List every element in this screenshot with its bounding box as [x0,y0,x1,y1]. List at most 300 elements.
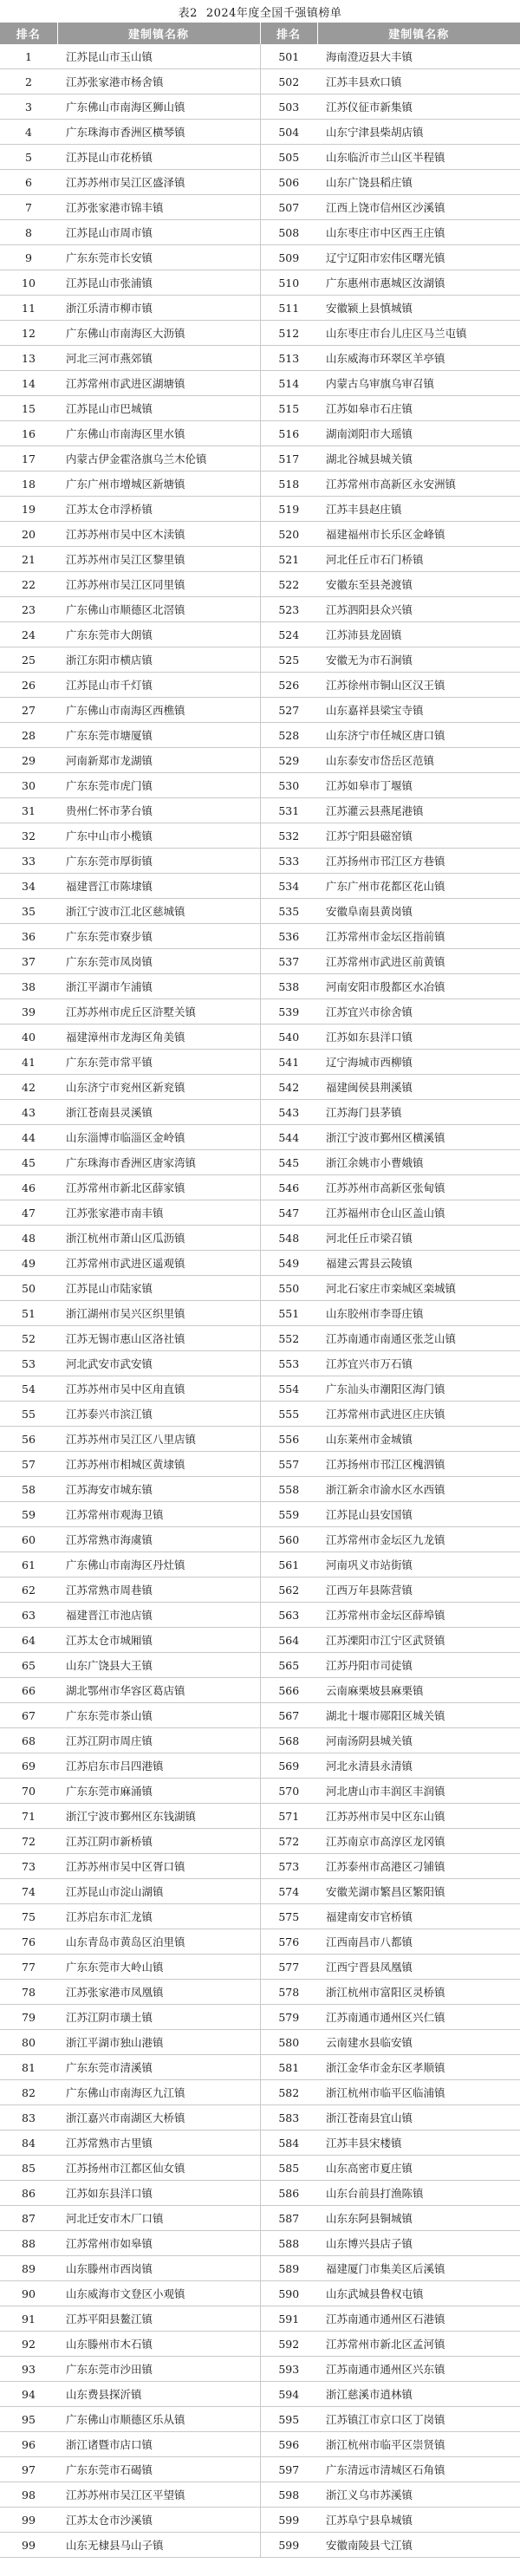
table-row [0,120,520,145]
left-town-name-cell: 广东东莞市清溪镇 [57,2055,260,2080]
left-town-name-cell: 内蒙古伊金霍洛旗乌兰木伦镇 [57,446,260,472]
left-town-name-cell: 江苏太仓市城厢镇 [57,1628,260,1653]
table-row [0,823,520,849]
table-row [0,949,520,974]
right-rank-cell: 543 [260,1100,317,1125]
right-town-name-cell: 云南建水县临安镇 [317,2030,520,2055]
left-rank-cell: 73 [0,1854,57,1879]
right-rank-cell: 554 [260,1376,317,1402]
right-town-name-cell: 江苏昆山县安国镇 [317,1502,520,1527]
left-town-name-cell: 江苏无锡市惠山区洛社镇 [57,1326,260,1351]
left-rank-cell: 19 [0,497,57,522]
table-row [0,773,520,798]
right-town-name-cell: 山东武城县鲁权屯镇 [317,2281,520,2306]
left-town-name-cell: 河南新郑市龙湖镇 [57,748,260,773]
right-town-name-cell: 江苏沛县龙固镇 [317,622,520,647]
right-town-name-cell: 山东高密市夏庄镇 [317,2156,520,2181]
right-town-name-cell: 江苏宜兴市徐舍镇 [317,999,520,1025]
left-rank-cell: 7 [0,195,57,220]
right-town-name-cell: 江苏扬州市邗江区方巷镇 [317,849,520,874]
right-rank-cell: 565 [260,1653,317,1678]
right-town-name-cell: 浙江杭州市临平区崇贤镇 [317,2432,520,2457]
right-town-name-cell: 江苏丰县欢口镇 [317,69,520,94]
right-rank-cell: 550 [260,1276,317,1301]
left-town-name-cell: 江苏江阴市璜土镇 [57,2005,260,2030]
left-town-name-cell: 广东东莞市塘厦镇 [57,723,260,748]
table-body [0,44,520,2558]
table-row [0,647,520,673]
right-rank-cell: 552 [260,1326,317,1351]
right-town-name-cell: 山东东阿县铜城镇 [317,2206,520,2231]
left-town-name-cell: 江苏昆山市陆家镇 [57,1276,260,1301]
right-town-name-cell: 浙江慈溪市逍林镇 [317,2382,520,2407]
right-rank-cell: 532 [260,823,317,849]
left-town-name-cell: 江苏泰兴市滨江镇 [57,1402,260,1427]
right-town-name-cell: 浙江杭州市富阳区灵桥镇 [317,1980,520,2005]
left-rank-cell: 83 [0,2105,57,2130]
right-town-name-cell: 浙江新余市渝水区水西镇 [317,1477,520,1502]
left-rank-cell: 45 [0,1150,57,1175]
table-caption [0,5,520,23]
left-rank-cell: 24 [0,622,57,647]
left-town-name-cell: 江苏苏州市吴江区黎里镇 [57,547,260,572]
left-rank-cell: 3 [0,94,57,120]
table-row [0,1351,520,1376]
left-rank-cell: 26 [0,673,57,698]
right-town-name-cell: 江苏如东县洋口镇 [317,1025,520,1050]
right-town-name-cell: 江苏常州市武进区前黄镇 [317,949,520,974]
right-rank-cell: 536 [260,924,317,949]
left-town-name-cell: 江苏常州市观海卫镇 [57,1502,260,1527]
right-town-name-cell: 江苏苏州市高新区张甸镇 [317,1175,520,1200]
left-town-name-cell: 山东广饶县大王镇 [57,1653,260,1678]
left-town-name-cell: 广东佛山市南海区丹灶镇 [57,1552,260,1577]
left-town-name-cell: 广东珠海市香洲区唐家湾镇 [57,1150,260,1175]
right-town-name-cell: 山东威海市环翠区羊亭镇 [317,346,520,371]
header-rank-left: 排名 [0,23,57,44]
right-rank-cell: 537 [260,949,317,974]
right-rank-cell: 507 [260,195,317,220]
right-rank-cell: 593 [260,2357,317,2382]
left-town-name-cell: 江苏苏州市吴江区同里镇 [57,572,260,597]
table-row [0,1904,520,1929]
table-row [0,2231,520,2256]
left-town-name-cell: 江苏张家港市锦丰镇 [57,195,260,220]
left-rank-cell: 51 [0,1301,57,1326]
table-row [0,924,520,949]
right-town-name-cell: 安徽无为市石涧镇 [317,647,520,673]
right-rank-cell: 555 [260,1402,317,1427]
header-row [0,23,520,44]
left-rank-cell: 34 [0,874,57,899]
left-town-name-cell: 江苏张家港市南丰镇 [57,1200,260,1226]
left-town-name-cell: 江苏张家港市凤凰镇 [57,1980,260,2005]
left-rank-cell: 75 [0,1904,57,1929]
table-row [0,1929,520,1955]
left-rank-cell: 87 [0,2206,57,2231]
left-town-name-cell: 江苏昆山市玉山镇 [57,44,260,69]
right-rank-cell: 557 [260,1452,317,1477]
left-town-name-cell: 江苏昆山市巴城镇 [57,396,260,421]
left-town-name-cell: 江苏启东市汇龙镇 [57,1904,260,1929]
left-town-name-cell: 浙江乐清市柳市镇 [57,296,260,321]
left-rank-cell: 76 [0,1929,57,1955]
left-rank-cell: 62 [0,1577,57,1603]
table-row [0,346,520,371]
right-rank-cell: 592 [260,2332,317,2357]
right-rank-cell: 597 [260,2457,317,2482]
left-rank-cell: 99 [0,2508,57,2533]
right-rank-cell: 501 [260,44,317,69]
right-town-name-cell: 湖北十堰市郧阳区城关镇 [317,1703,520,1728]
left-rank-cell: 67 [0,1703,57,1728]
left-town-name-cell: 河北武安市武安镇 [57,1351,260,1376]
left-rank-cell: 16 [0,421,57,446]
right-rank-cell: 585 [260,2156,317,2181]
right-rank-cell: 504 [260,120,317,145]
left-rank-cell: 56 [0,1427,57,1452]
left-rank-cell: 43 [0,1100,57,1125]
right-rank-cell: 567 [260,1703,317,1728]
left-rank-cell: 8 [0,220,57,245]
table-row [0,1200,520,1226]
right-town-name-cell: 江苏丰县宋楼镇 [317,2130,520,2156]
right-town-name-cell: 江苏苏州市吴中区东山镇 [317,1804,520,1829]
table-title: 2024年度全国千强镇榜单 [205,7,342,20]
table-row [0,1678,520,1703]
table-row [0,1276,520,1301]
table-row [0,673,520,698]
left-town-name-cell: 广东东莞市常平镇 [57,1050,260,1075]
left-town-name-cell: 浙江宁波市鄞州区东钱湖镇 [57,1804,260,1829]
left-rank-cell: 70 [0,1779,57,1804]
right-rank-cell: 545 [260,1150,317,1175]
left-town-name-cell: 广东东莞市凤岗镇 [57,949,260,974]
table-row [0,44,520,69]
header-name-right: 建制镇名称 [317,23,520,44]
table-row [0,2206,520,2231]
left-town-name-cell: 江苏海安市城东镇 [57,1477,260,1502]
right-rank-cell: 534 [260,874,317,899]
right-rank-cell: 509 [260,245,317,270]
left-town-name-cell: 江苏常州市新北区薛家镇 [57,1175,260,1200]
right-rank-cell: 511 [260,296,317,321]
right-town-name-cell: 江苏常州市金坛区指前镇 [317,924,520,949]
table-row [0,421,520,446]
left-rank-cell: 93 [0,2357,57,2382]
right-rank-cell: 579 [260,2005,317,2030]
left-town-name-cell: 江苏苏州市相城区黄埭镇 [57,1452,260,1477]
right-town-name-cell: 江苏南通市通州区兴东镇 [317,2357,520,2382]
right-town-name-cell: 山东台前县打渔陈镇 [317,2181,520,2206]
left-town-name-cell: 浙江平湖市乍浦镇 [57,974,260,999]
right-town-name-cell: 福建闽侯县荆溪镇 [317,1075,520,1100]
table-row [0,1502,520,1527]
right-town-name-cell: 山东临沂市兰山区半程镇 [317,145,520,170]
right-rank-cell: 575 [260,1904,317,1929]
left-town-name-cell: 江苏昆山市千灯镇 [57,673,260,698]
right-town-name-cell: 内蒙古乌审旗乌审召镇 [317,371,520,396]
table-row [0,2281,520,2306]
right-town-name-cell: 江苏宜兴市万石镇 [317,1351,520,1376]
table-row [0,195,520,220]
left-rank-cell: 32 [0,823,57,849]
left-rank-cell: 6 [0,170,57,195]
left-town-name-cell: 江苏平阳县鳌江镇 [57,2306,260,2332]
left-town-name-cell: 浙江湖州市吴兴区织里镇 [57,1301,260,1326]
left-town-name-cell: 山东滕州市西岗镇 [57,2256,260,2281]
table-row [0,296,520,321]
left-town-name-cell: 山东滕州市木石镇 [57,2332,260,2357]
table-row [0,472,520,497]
right-town-name-cell: 江西宁晋县凤凰镇 [317,1955,520,1980]
left-town-name-cell: 江苏苏州市吴江区八里店镇 [57,1427,260,1452]
right-rank-cell: 587 [260,2206,317,2231]
table-row [0,1326,520,1351]
table-row [0,270,520,296]
right-town-name-cell: 山东宁津县柴胡店镇 [317,120,520,145]
right-rank-cell: 586 [260,2181,317,2206]
table-row [0,2030,520,2055]
left-rank-cell: 59 [0,1502,57,1527]
left-rank-cell: 81 [0,2055,57,2080]
left-town-name-cell: 广东佛山市南海区里水镇 [57,421,260,446]
left-rank-cell: 1 [0,44,57,69]
left-rank-cell: 36 [0,924,57,949]
left-town-name-cell: 河北迁安市木厂口镇 [57,2206,260,2231]
table-row [0,1402,520,1427]
table-row [0,2508,520,2533]
right-rank-cell: 510 [260,270,317,296]
left-town-name-cell: 江苏苏州市吴江区平望镇 [57,2482,260,2508]
left-town-name-cell: 广东东莞市虎门镇 [57,773,260,798]
left-town-name-cell: 江苏苏州市吴江区盛泽镇 [57,170,260,195]
table-row [0,2105,520,2130]
right-rank-cell: 533 [260,849,317,874]
right-town-name-cell: 湖北谷城县城关镇 [317,446,520,472]
left-rank-cell: 71 [0,1804,57,1829]
right-town-name-cell: 江苏徐州市铜山区汉王镇 [317,673,520,698]
table-row [0,2156,520,2181]
right-rank-cell: 542 [260,1075,317,1100]
right-town-name-cell: 山东莱州市金城镇 [317,1427,520,1452]
right-rank-cell: 526 [260,673,317,698]
table-row [0,1251,520,1276]
right-town-name-cell: 江苏阜宁县阜城镇 [317,2508,520,2533]
table-row [0,1552,520,1577]
left-town-name-cell: 广东中山市小榄镇 [57,823,260,849]
right-rank-cell: 506 [260,170,317,195]
right-town-name-cell: 福建福州市长乐区金峰镇 [317,522,520,547]
right-rank-cell: 508 [260,220,317,245]
right-rank-cell: 573 [260,1854,317,1879]
right-rank-cell: 503 [260,94,317,120]
left-rank-cell: 44 [0,1125,57,1150]
right-town-name-cell: 江苏丹阳市司徒镇 [317,1653,520,1678]
right-town-name-cell: 江苏丰县赵庄镇 [317,497,520,522]
right-rank-cell: 541 [260,1050,317,1075]
left-town-name-cell: 江苏苏州市吴中区木渎镇 [57,522,260,547]
right-town-name-cell: 河北唐山市丰润区丰润镇 [317,1779,520,1804]
right-town-name-cell: 江苏泗阳县众兴镇 [317,597,520,622]
left-rank-cell: 84 [0,2130,57,2156]
left-rank-cell: 47 [0,1200,57,1226]
table-row [0,497,520,522]
right-rank-cell: 530 [260,773,317,798]
left-town-name-cell: 江苏启东市吕四港镇 [57,1753,260,1779]
left-town-name-cell: 广东东莞市麻涌镇 [57,1779,260,1804]
right-rank-cell: 572 [260,1829,317,1854]
left-rank-cell: 63 [0,1603,57,1628]
right-rank-cell: 588 [260,2231,317,2256]
right-rank-cell: 589 [260,2256,317,2281]
right-rank-cell: 568 [260,1728,317,1753]
right-rank-cell: 553 [260,1351,317,1376]
left-rank-cell: 89 [0,2256,57,2281]
left-town-name-cell: 广东东莞市石碣镇 [57,2457,260,2482]
left-town-name-cell: 浙江杭州市萧山区瓜沥镇 [57,1226,260,1251]
right-rank-cell: 538 [260,974,317,999]
right-rank-cell: 581 [260,2055,317,2080]
left-rank-cell: 98 [0,2482,57,2508]
right-rank-cell: 514 [260,371,317,396]
table-row [0,1226,520,1251]
left-rank-cell: 17 [0,446,57,472]
left-rank-cell: 80 [0,2030,57,2055]
table-row [0,698,520,723]
left-town-name-cell: 江苏常熟市周巷镇 [57,1577,260,1603]
left-town-name-cell: 贵州仁怀市茅台镇 [57,798,260,823]
right-rank-cell: 544 [260,1125,317,1150]
right-town-name-cell: 江苏常州市新北区孟河镇 [317,2332,520,2357]
right-town-name-cell: 浙江杭州市临平区临浦镇 [317,2080,520,2105]
table-row [0,2005,520,2030]
left-town-name-cell: 广东东莞市茶山镇 [57,1703,260,1728]
left-rank-cell: 14 [0,371,57,396]
table-row [0,1452,520,1477]
right-rank-cell: 556 [260,1427,317,1452]
right-rank-cell: 595 [260,2407,317,2432]
right-rank-cell: 520 [260,522,317,547]
right-rank-cell: 548 [260,1226,317,1251]
left-rank-cell: 48 [0,1226,57,1251]
right-town-name-cell: 江西万年县陈营镇 [317,1577,520,1603]
table-row [0,547,520,572]
table-row [0,1955,520,1980]
table-row [0,1025,520,1050]
table-row [0,2306,520,2332]
left-rank-cell: 27 [0,698,57,723]
right-town-name-cell: 山东济宁市任城区唐口镇 [317,723,520,748]
right-town-name-cell: 江苏福州市仓山区盖山镇 [317,1200,520,1226]
right-rank-cell: 549 [260,1251,317,1276]
ranking-table [0,23,520,2558]
left-rank-cell: 92 [0,2332,57,2357]
table-row [0,1829,520,1854]
left-rank-cell: 68 [0,1728,57,1753]
right-rank-cell: 559 [260,1502,317,1527]
right-town-name-cell: 江苏常州市金坛区九龙镇 [317,1527,520,1552]
left-rank-cell: 29 [0,748,57,773]
right-town-name-cell: 广东汕头市潮阳区海门镇 [317,1376,520,1402]
right-rank-cell: 583 [260,2105,317,2130]
left-town-name-cell: 山东淄博市临淄区金岭镇 [57,1125,260,1150]
table-row [0,2533,520,2558]
right-town-name-cell: 河北永清县永清镇 [317,1753,520,1779]
left-town-name-cell: 江苏常州市如皋镇 [57,2231,260,2256]
left-town-name-cell: 福建晋江市陈埭镇 [57,874,260,899]
left-rank-cell: 40 [0,1025,57,1050]
right-rank-cell: 563 [260,1603,317,1628]
right-rank-cell: 539 [260,999,317,1025]
right-town-name-cell: 河南汤阴县城关镇 [317,1728,520,1753]
left-town-name-cell: 江苏常熟市海虞镇 [57,1527,260,1552]
table-row [0,974,520,999]
left-rank-cell: 20 [0,522,57,547]
left-rank-cell: 55 [0,1402,57,1427]
table-row [0,2130,520,2156]
table-row [0,94,520,120]
right-town-name-cell: 山东枣庄市台儿庄区马兰屯镇 [317,321,520,346]
right-rank-cell: 529 [260,748,317,773]
left-rank-cell: 85 [0,2156,57,2181]
right-town-name-cell: 河北任丘市梁召镇 [317,1226,520,1251]
table-row [0,1427,520,1452]
left-town-name-cell: 广东佛山市顺德区乐从镇 [57,2407,260,2432]
right-rank-cell: 518 [260,472,317,497]
left-rank-cell: 18 [0,472,57,497]
left-town-name-cell: 江苏常熟市古里镇 [57,2130,260,2156]
left-rank-cell: 38 [0,974,57,999]
right-town-name-cell: 江苏宁阳县磁窑镇 [317,823,520,849]
right-town-name-cell: 安徽东至县尧渡镇 [317,572,520,597]
left-rank-cell: 94 [0,2382,57,2407]
left-rank-cell: 60 [0,1527,57,1552]
left-town-name-cell: 山东威海市文登区小观镇 [57,2281,260,2306]
right-rank-cell: 562 [260,1577,317,1603]
left-rank-cell: 64 [0,1628,57,1653]
left-town-name-cell: 江苏昆山市花桥镇 [57,145,260,170]
left-rank-cell: 11 [0,296,57,321]
right-rank-cell: 517 [260,446,317,472]
left-town-name-cell: 河北三河市燕郊镇 [57,346,260,371]
left-rank-cell: 10 [0,270,57,296]
left-town-name-cell: 江苏张家港市杨舍镇 [57,69,260,94]
right-town-name-cell: 浙江金华市金东区孝顺镇 [317,2055,520,2080]
right-town-name-cell: 江苏镇江市京口区丁岗镇 [317,2407,520,2432]
right-town-name-cell: 湖南浏阳市大瑶镇 [317,421,520,446]
left-town-name-cell: 广东佛山市南海区大沥镇 [57,321,260,346]
table-row [0,1603,520,1628]
table-header [0,23,520,44]
left-rank-cell: 28 [0,723,57,748]
table-row [0,1376,520,1402]
left-rank-cell: 41 [0,1050,57,1075]
table-row [0,2332,520,2357]
left-rank-cell: 35 [0,899,57,924]
left-town-name-cell: 江苏太仓市沙溪镇 [57,2508,260,2533]
right-rank-cell: 515 [260,396,317,421]
right-town-name-cell: 江苏常州市武进区庄庆镇 [317,1402,520,1427]
right-rank-cell: 522 [260,572,317,597]
right-rank-cell: 594 [260,2382,317,2407]
right-rank-cell: 599 [260,2533,317,2558]
right-rank-cell: 505 [260,145,317,170]
left-town-name-cell: 江苏苏州市吴中区甪直镇 [57,1376,260,1402]
table-row [0,597,520,622]
left-town-name-cell: 江苏如东县洋口镇 [57,2181,260,2206]
left-town-name-cell: 广东东莞市寮步镇 [57,924,260,949]
